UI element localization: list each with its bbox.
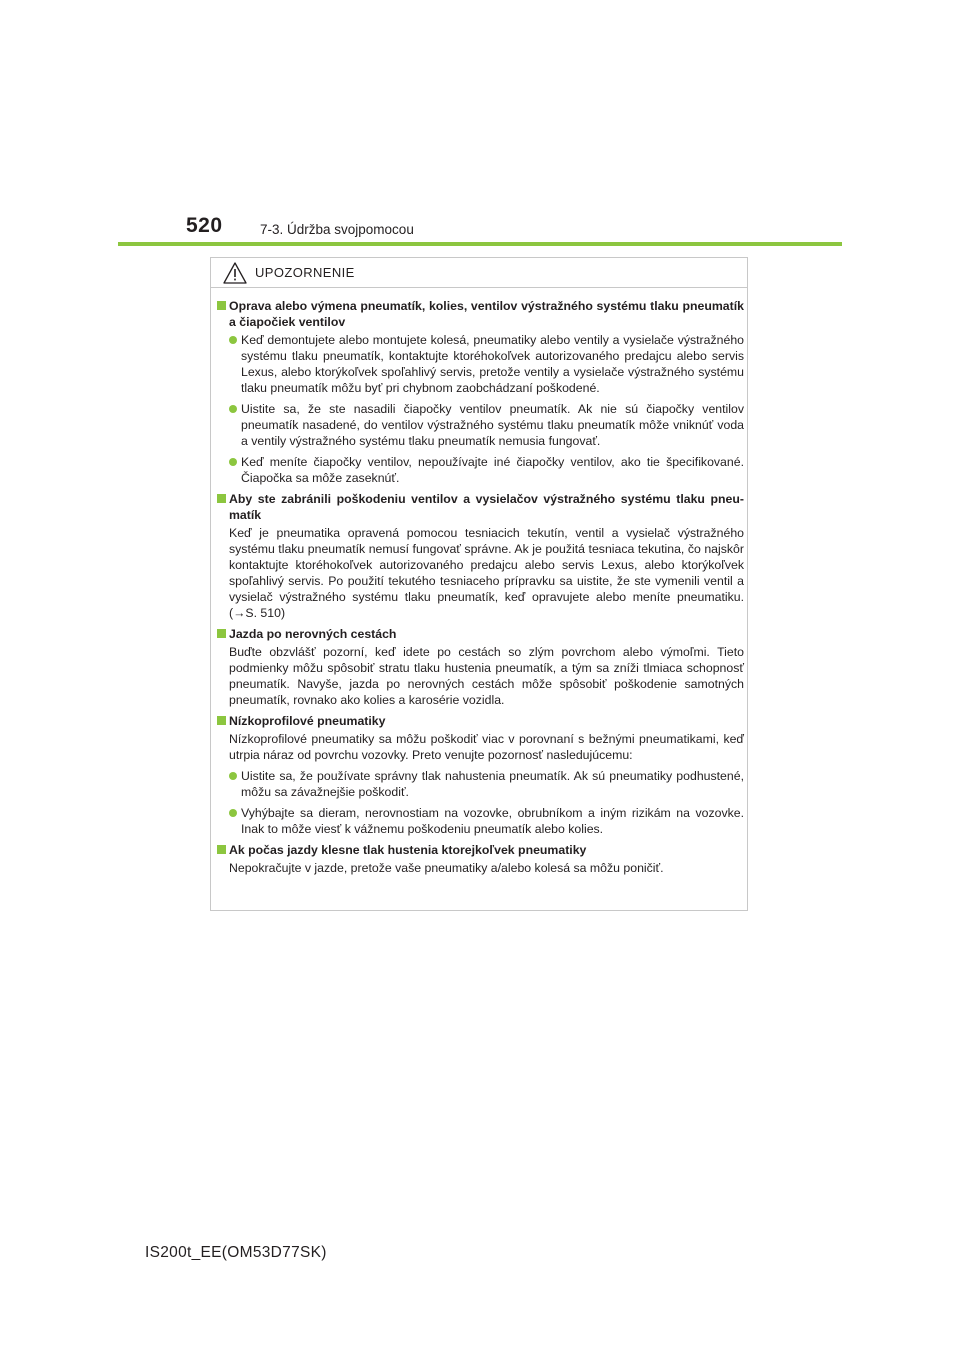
- warning-section: [217, 298, 744, 486]
- section-title: 7-3. Údržba svojpomocou: [260, 222, 414, 237]
- square-bullet-icon: [217, 716, 226, 725]
- bullet-text: Vyhýbajte sa dieram, nerovnostiam na vozovke, obrubníkom a iným rizikám na vozovke. Inak to môže viesť k vážnemu poškodeniu pneumatík alebo kolies.: [241, 806, 744, 836]
- circle-bullet-icon: [229, 336, 237, 344]
- section-heading: [217, 842, 744, 858]
- bullet-item: [217, 401, 744, 449]
- section-heading: [217, 298, 744, 330]
- circle-bullet-icon: [229, 772, 237, 780]
- bullet-item: [217, 805, 744, 837]
- warning-triangle-icon: [223, 262, 247, 284]
- section-heading: [217, 713, 744, 729]
- bullet-text: Uistite sa, že ste nasadili čiapočky ventilov pneumatík. Ak nie sú čiapočky ventilov pneumatík nasadené, do ventilov výstražného systému tlaku pneumatík môže vniknúť voda a ventily výstražného systému tlaku pneumatík nemusia fungovať.: [241, 402, 744, 448]
- paragraph: Buďte obzvlášť pozorní, keď idete po cestách so zlým povrchom alebo výmoľmi. Tieto podmienky môžu spôsobiť stratu tlaku hustenia pneumatík, a tým sa zníži tlmiaca schopnosť pneumatík. Navyše, jazda po nerovných cestách môže spôsobiť poškodenie samotných pneumatík, rovnako ako kolies a karosérie vozidla.: [229, 645, 744, 707]
- bullet-text: Uistite sa, že používate správny tlak nahustenia pneumatík. Ak sú pneumatiky podhustené, môžu sa závažnejšie poškodiť.: [241, 769, 744, 799]
- square-bullet-icon: [217, 494, 226, 503]
- square-bullet-icon: [217, 629, 226, 638]
- header-rule: [118, 242, 842, 246]
- warning-section: [217, 842, 744, 876]
- warning-title: UPOZORNENIE: [255, 265, 355, 280]
- section-heading-text: Aby ste zabránili poškodeniu ventilov a vysielačov výstražného systému tlaku pneumatík: [229, 492, 744, 522]
- bullet-item: [217, 332, 744, 396]
- bullet-text: Keď demontujete alebo montujete kolesá, pneumatiky alebo ventily a vysielače výstražného systému tlaku pneumatík, kontaktujte ktoréhokoľvek autorizovaného predajcu alebo servis Lexus, alebo ktorýkoľvek spoľahlivý servis, pretože ventily a vysielače výstražného systému tlaku pneumatík môžu byť pri chybnom zaobchádzaní poškodené.: [241, 333, 744, 395]
- circle-bullet-icon: [229, 405, 237, 413]
- paragraph: Nízkoprofilové pneumatiky sa môžu poškodiť viac v porovnaní s bežnými pneumatikami, keď utrpia náraz od povrchu vozovky. Preto venujte pozornosť nasledujúcemu:: [229, 732, 744, 762]
- section-heading-text: Nízkoprofilové pneumatiky: [229, 714, 386, 728]
- warning-section: [217, 626, 744, 708]
- warning-section: [217, 491, 744, 621]
- circle-bullet-icon: [229, 458, 237, 466]
- warning-section: [217, 713, 744, 837]
- square-bullet-icon: [217, 845, 226, 854]
- section-heading: [217, 491, 744, 523]
- bullet-text: Keď meníte čiapočky ventilov, nepoužívajte iné čiapočky ventilov, ako tie špecifikované. Čiapočka sa môže zaseknúť.: [241, 455, 744, 485]
- section-heading-text: Oprava alebo výmena pneumatík, kolies, ventilov výstražného systému tlaku pneumatík a čiapočiek ventilov: [229, 299, 744, 329]
- bullet-item: [217, 454, 744, 486]
- model-code: IS200t_EE(OM53D77SK): [145, 1244, 327, 1261]
- square-bullet-icon: [217, 301, 226, 310]
- bullet-item: [217, 768, 744, 800]
- section-heading-text: Jazda po nerovných cestách: [229, 627, 397, 641]
- warning-box: [210, 257, 748, 911]
- page-header: [0, 0, 960, 250]
- page-number: 520: [186, 214, 223, 237]
- paragraph: Keď je pneumatika opravená pomocou tesniacich tekutín, ventil a vysielač výstražného systému tlaku pneumatík nemusí fungovať správne. Ak je použitá tesniaca tekutina, čo najskôr kontaktujte ktoréhokoľvek autorizovaného predajcu alebo servis Lexus, alebo ktorýkoľvek spoľahlivý servis. Po použití tekutého tesniaceho prípravku sa uistite, že ste vymenili ventil a vysielač výstražného systému tlaku pneumatík, keď opravujete alebo meníte pneumatiku. (→S. 510): [229, 526, 744, 620]
- warning-header: [211, 258, 747, 288]
- section-heading-text: Ak počas jazdy klesne tlak hustenia ktorejkoľvek pneumatiky: [229, 843, 587, 857]
- warning-content: [217, 298, 744, 881]
- paragraph: Nepokračujte v jazde, pretože vaše pneumatiky a/alebo kolesá sa môžu poničiť.: [229, 861, 664, 875]
- section-heading: [217, 626, 744, 642]
- circle-bullet-icon: [229, 809, 237, 817]
